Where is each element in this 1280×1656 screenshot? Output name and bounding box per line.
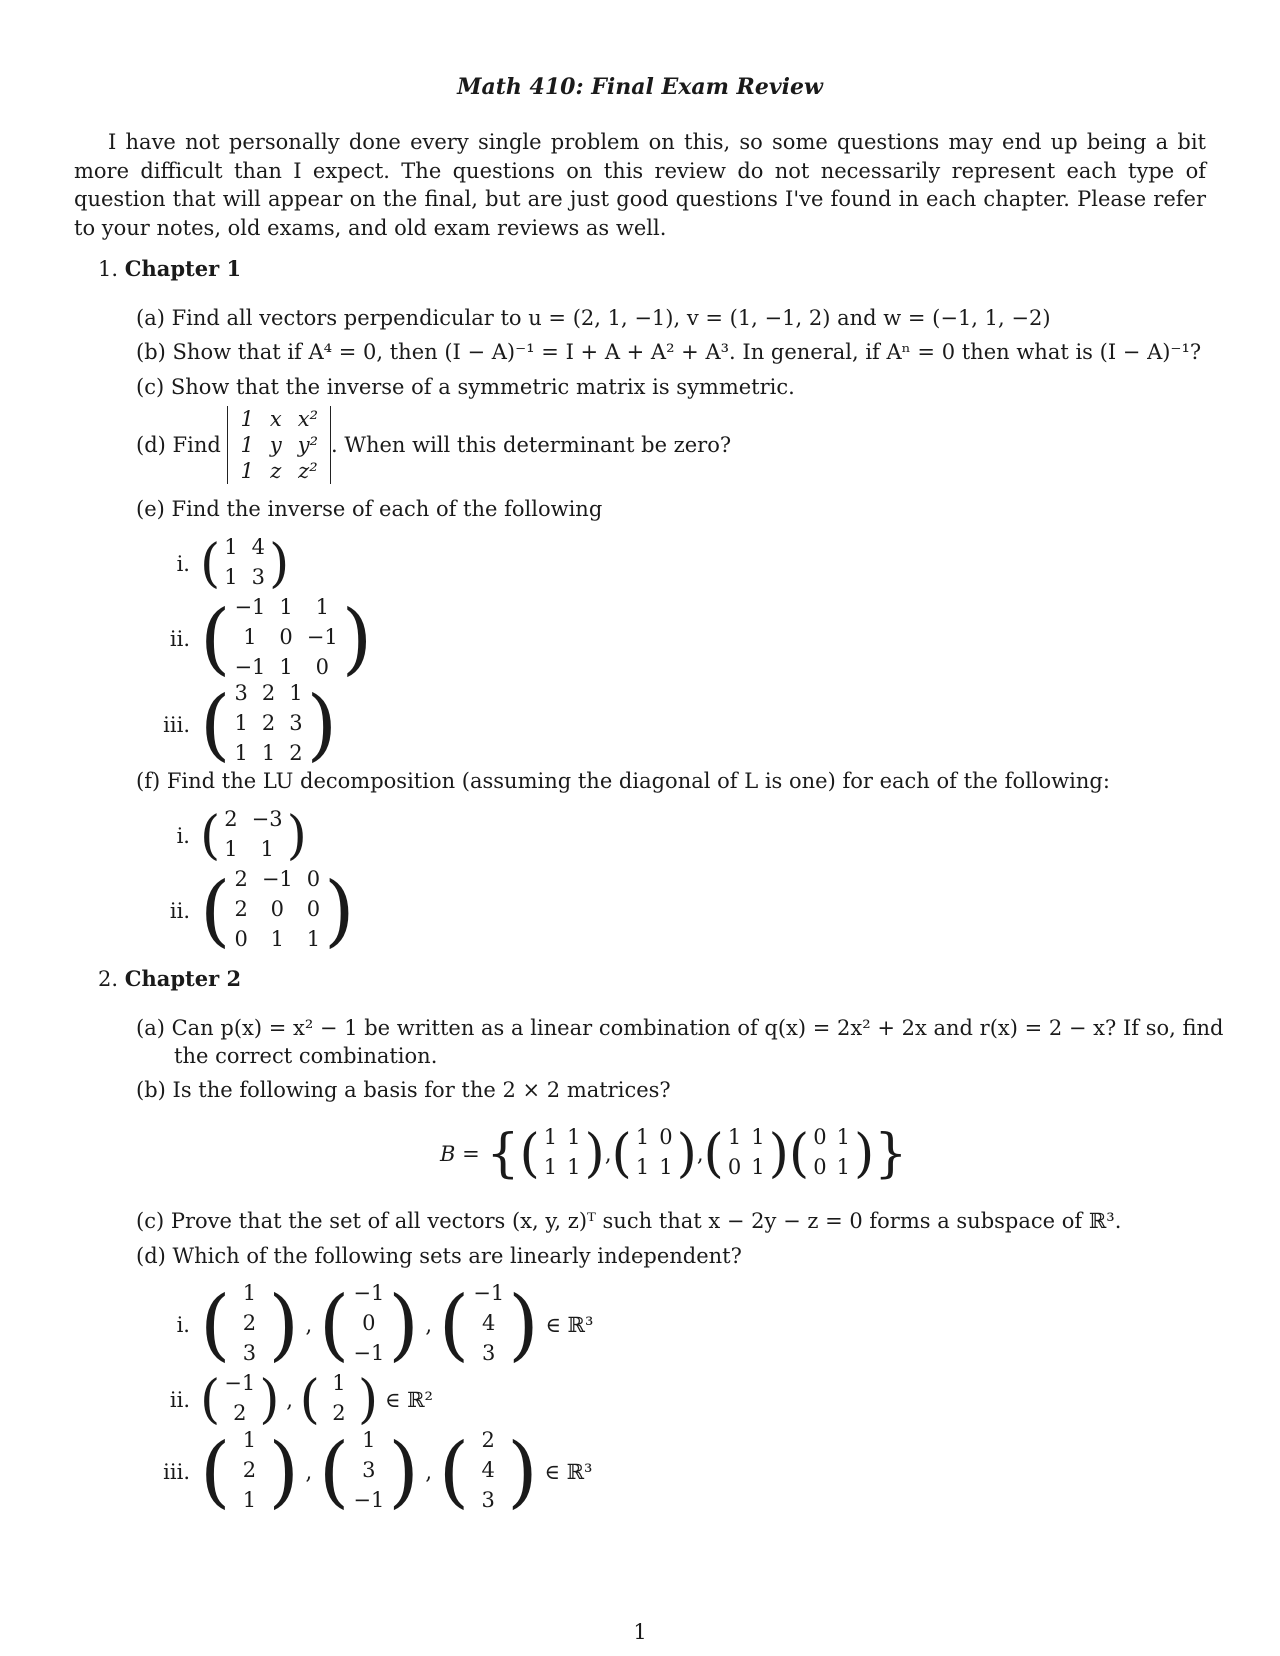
determinant: [227, 406, 331, 484]
problem-2b: [136, 1078, 671, 1102]
problem-text: Find: [172, 433, 221, 457]
vector-entry: 2: [481, 1428, 495, 1452]
matrix-entry: 1: [306, 927, 321, 951]
item-label: i.: [176, 552, 190, 576]
problem-text: Find the inverse of each of the following: [171, 497, 603, 521]
matrix: [200, 594, 372, 684]
matrix-entry: 1: [315, 595, 329, 619]
problem-2d: [136, 1244, 742, 1268]
matrix-grid: [230, 680, 306, 770]
matrix-entry: 1: [234, 741, 248, 765]
right-paren: ): [507, 1427, 538, 1517]
vector: [200, 1280, 299, 1370]
left-paren: (: [703, 1124, 724, 1184]
matrix-entry: −1: [234, 655, 266, 679]
basis-matrix: [704, 1124, 789, 1184]
vector-entry: 3: [362, 1458, 376, 1482]
left-paren: (: [519, 1124, 540, 1184]
vector-entry: −1: [353, 1341, 385, 1365]
matrix-entry: 1: [836, 1125, 850, 1149]
item-label: i.: [176, 824, 190, 848]
left-paren: (: [438, 1427, 470, 1517]
matrix-entry: 2: [261, 681, 276, 705]
problem-2c: [136, 1209, 1121, 1233]
problem-text: Is the following a basis for the 2 × 2 matrices?: [172, 1078, 671, 1102]
left-paren: (: [200, 680, 231, 770]
matrix-entry: 1: [270, 927, 284, 951]
chapter-title: Chapter 1: [124, 256, 242, 281]
problem-text: . When will this determinant be zero?: [331, 433, 732, 457]
problem-label: (b): [136, 340, 166, 364]
matrix-entry: −3: [251, 807, 283, 831]
matrix-entry: 2: [234, 867, 248, 891]
right-paren: ): [324, 866, 355, 956]
det-entry: 1: [240, 433, 254, 457]
vector-grid: [230, 1280, 268, 1370]
problem-text: Which of the following sets are linearly independent?: [172, 1244, 742, 1268]
matrix-entry: 0: [306, 867, 321, 891]
det-entry: z: [270, 459, 282, 483]
matrix-entry: 0: [813, 1125, 827, 1149]
vector-entry: 1: [242, 1428, 257, 1452]
problem-text: Prove that the set of all vectors (x, y, z)ᵀ such that x − 2y − z = 0 forms a subspace of ℝ³.: [170, 1209, 1122, 1233]
matrix-entry: 4: [251, 535, 266, 559]
matrix-grid: [220, 534, 269, 594]
problem-1b: [136, 340, 1201, 364]
right-paren: ): [269, 534, 290, 594]
left-paren: (: [611, 1124, 632, 1184]
matrix-entry: 1: [261, 741, 276, 765]
matrix-grid: [724, 1124, 769, 1184]
matrix-entry: 3: [289, 711, 303, 735]
det-entry: y²: [297, 433, 319, 457]
matrix-entry: 1: [635, 1125, 650, 1149]
vector-grid: [320, 1370, 358, 1430]
left-brace: {: [486, 1124, 520, 1184]
left-paren: (: [200, 594, 231, 684]
left-paren: (: [438, 1280, 470, 1370]
right-paren: ): [341, 594, 373, 684]
det-entry: y: [269, 433, 282, 457]
matrix-grid: [230, 866, 324, 956]
right-paren: ): [853, 1124, 875, 1184]
problem-label: (a): [136, 306, 165, 330]
matrix-entry: −1: [306, 625, 338, 649]
matrix: [200, 534, 289, 594]
matrix-entry: 1: [751, 1155, 765, 1179]
item-label: iii.: [163, 1460, 190, 1484]
matrix-grid: [220, 806, 286, 866]
problem-label: (f): [136, 769, 161, 793]
det-entry: x²: [297, 407, 319, 431]
matrix-entry: 2: [289, 741, 303, 765]
set-name: B =: [440, 1142, 480, 1166]
vector: [200, 1427, 299, 1517]
matrix-entry: −1: [261, 867, 293, 891]
matrix: [200, 806, 307, 866]
matrix-entry: 3: [234, 681, 248, 705]
matrix-entry: 3: [251, 565, 266, 589]
problem-2d-iii: iii. ( 1 2 1 ) , ( 1 3 −1 ) , ( 2 4 3 ) ∈ ℝ³: [150, 1427, 592, 1517]
matrix-entry: 1: [659, 1155, 673, 1179]
left-paren: (: [200, 1427, 231, 1517]
problem-2a: [136, 1016, 1223, 1040]
matrix-entry: 2: [224, 807, 238, 831]
problem-1c: [136, 375, 795, 399]
vector-entry: 3: [242, 1341, 257, 1365]
problem-label: (d): [136, 433, 166, 457]
matrix-entry: 1: [836, 1155, 850, 1179]
vector-grid: [349, 1427, 388, 1517]
vector-entry: −1: [473, 1281, 505, 1305]
problem-text: Find all vectors perpendicular to u = (2, 1, −1), v = (1, −1, 2) and w = (−1, 1, −2): [171, 306, 1051, 330]
vector-entry: 4: [481, 1458, 495, 1482]
matrix-entry: 1: [751, 1125, 765, 1149]
chapter-2-heading: [98, 966, 241, 991]
problem-label: (d): [136, 1244, 166, 1268]
matrix: [200, 866, 355, 956]
basis-matrix: [612, 1124, 697, 1184]
basis-matrix: [519, 1124, 604, 1184]
matrix-entry: 1: [279, 595, 293, 619]
matrix-entry: 0: [727, 1155, 742, 1179]
vector-grid: [349, 1280, 388, 1370]
left-paren: (: [200, 866, 231, 956]
det-entry: 1: [240, 407, 254, 431]
problem-label: (c): [136, 375, 165, 399]
vector-entry: −1: [353, 1281, 385, 1305]
vector-grid: [469, 1280, 508, 1370]
vector-entry: 1: [242, 1488, 257, 1512]
matrix-entry: 1: [224, 535, 238, 559]
vector: [439, 1280, 539, 1370]
problem-text: Find the LU decomposition (assuming the diagonal of L is one) for each of the following:: [166, 769, 1110, 793]
problem-1e: [136, 497, 602, 521]
problem-2d-i: i. ( 1 2 3 ) , ( −1 0 −1 ) , ( −1 4 3 ) ∈ ℝ³: [150, 1280, 593, 1370]
problem-1f-i: [150, 806, 307, 866]
vector-entry: 3: [482, 1341, 496, 1365]
vector-entry: −1: [224, 1371, 256, 1395]
left-paren: (: [318, 1427, 350, 1517]
matrix-entry: 2: [261, 711, 276, 735]
problem-label: (c): [136, 1209, 165, 1233]
problem-text: Show that the inverse of a symmetric matrix is symmetric.: [170, 375, 795, 399]
vector: [319, 1427, 419, 1517]
item-label: ii.: [169, 899, 190, 923]
matrix-entry: 1: [567, 1155, 581, 1179]
vector-grid: [469, 1427, 507, 1517]
chapter-1-heading: [98, 256, 241, 281]
right-paren: ): [388, 1427, 419, 1517]
vector-entry: 2: [242, 1311, 257, 1335]
right-paren: ): [584, 1124, 605, 1184]
det-entry: 1: [240, 459, 254, 483]
matrix-entry: 0: [270, 897, 284, 921]
basis-set: B = { ( 1 1 1 1 ) , ( 1 0 1 1 ) , ( 1 1 0 1 ) ( 0 1 0 1 ) }: [440, 1124, 908, 1184]
problem-2a-cont: [174, 1044, 437, 1068]
vector: [300, 1370, 379, 1430]
problem-1a: [136, 306, 1051, 330]
left-paren: (: [299, 1370, 320, 1430]
right-brace: }: [874, 1124, 908, 1184]
vector-entry: 3: [481, 1488, 495, 1512]
vector: [319, 1280, 419, 1370]
matrix-entry: −1: [234, 595, 266, 619]
space-label: ∈ ℝ³: [544, 1460, 593, 1484]
matrix-entry: 2: [234, 897, 248, 921]
right-paren: ): [508, 1280, 539, 1370]
right-paren: ): [268, 1280, 299, 1370]
right-paren: ): [388, 1280, 419, 1370]
right-paren: ): [676, 1124, 697, 1184]
right-paren: ): [768, 1124, 789, 1184]
problem-label: (a): [136, 1016, 165, 1040]
right-paren: ): [259, 1370, 280, 1430]
vector-grid: [220, 1370, 259, 1430]
matrix-entry: 0: [813, 1155, 827, 1179]
chapter-number: 2.: [98, 967, 119, 991]
vector-grid: [230, 1427, 268, 1517]
left-paren: (: [318, 1280, 350, 1370]
matrix-grid: [230, 594, 341, 684]
matrix-entry: 1: [289, 681, 303, 705]
matrix-entry: 1: [224, 565, 238, 589]
left-paren: (: [200, 1280, 231, 1370]
matrix-entry: 0: [306, 897, 321, 921]
det-entry: z²: [298, 459, 318, 483]
right-paren: ): [306, 680, 337, 770]
matrix: [200, 680, 337, 770]
vector-entry: 1: [332, 1371, 346, 1395]
left-paren: (: [788, 1124, 810, 1184]
right-paren: ): [357, 1370, 379, 1430]
problem-text: Can p(x) = x² − 1 be written as a linear combination of q(x) = 2x² + 2x and r(x) = 2 − x? If so, find: [171, 1016, 1224, 1040]
vector: [200, 1370, 280, 1430]
space-label: ∈ ℝ²: [384, 1388, 433, 1412]
vector-entry: 1: [362, 1428, 376, 1452]
det-entry: x: [269, 407, 282, 431]
item-label: iii.: [163, 713, 190, 737]
matrix-grid: [540, 1124, 585, 1184]
problem-label: (e): [136, 497, 165, 521]
left-paren: (: [200, 806, 221, 866]
problem-1f: [136, 769, 1110, 793]
matrix-entry: 0: [315, 655, 329, 679]
vector-entry: 4: [482, 1311, 496, 1335]
problem-2d-ii: ii. ( −1 2 ) , ( 1 2 ) ∈ ℝ²: [150, 1370, 433, 1430]
vector-entry: −1: [353, 1488, 385, 1512]
matrix-entry: 1: [567, 1125, 581, 1149]
item-label: ii.: [169, 627, 190, 651]
matrix-entry: 1: [243, 625, 257, 649]
matrix-entry: 1: [260, 837, 274, 861]
space-label: ∈ ℝ³: [545, 1313, 594, 1337]
matrix-entry: 1: [543, 1125, 558, 1149]
problem-text: Show that if A⁴ = 0, then (I − A)⁻¹ = I + A + A² + A³. In general, if Aⁿ = 0 then what is (I − A)⁻¹?: [172, 340, 1202, 364]
matrix-entry: 1: [279, 655, 293, 679]
intro-paragraph: I have not personally done every single problem on this, so some questions may end up being a bit more difficult than I expect. The questions on this review do not necessarily represent each type of question that will appear on the final, but are just good questions I've found in each chapter. Please refer to your notes, old exams, and old exam reviews as well.: [74, 130, 1206, 240]
vector-entry: 0: [362, 1311, 376, 1335]
left-paren: (: [200, 1370, 221, 1430]
matrix-entry: 0: [279, 625, 293, 649]
item-label: i.: [176, 1313, 190, 1337]
problem-1d: [136, 406, 731, 484]
vector-entry: 2: [242, 1458, 257, 1482]
right-paren: ): [286, 806, 307, 866]
vector-entry: 2: [332, 1401, 346, 1425]
matrix-grid: [809, 1124, 854, 1184]
chapter-title: Chapter 2: [124, 966, 242, 991]
vector-entry: 1: [242, 1281, 257, 1305]
problem-1e-iii: [150, 680, 337, 770]
chapter-number: 1.: [98, 257, 119, 281]
matrix-entry: 1: [224, 837, 238, 861]
problem-label: (b): [136, 1078, 166, 1102]
matrix-entry: 1: [727, 1125, 742, 1149]
matrix-grid: [632, 1124, 677, 1184]
right-paren: ): [268, 1427, 299, 1517]
problem-1e-i: [150, 534, 289, 594]
basis-matrix: [789, 1124, 874, 1184]
page-number: 1: [633, 1620, 647, 1644]
matrix-entry: 0: [234, 927, 248, 951]
left-paren: (: [200, 534, 221, 594]
problem-1e-ii: [150, 594, 372, 684]
item-label: ii.: [169, 1388, 190, 1412]
problem-1f-ii: [150, 866, 355, 956]
vector-entry: 2: [233, 1401, 247, 1425]
matrix-entry: 1: [635, 1155, 650, 1179]
vector: [439, 1427, 538, 1517]
matrix-entry: 1: [543, 1155, 558, 1179]
problem-text: the correct combination.: [174, 1044, 438, 1068]
matrix-entry: 1: [234, 711, 248, 735]
matrix-entry: 0: [659, 1125, 673, 1149]
page-title: Math 410: Final Exam Review: [457, 74, 823, 100]
